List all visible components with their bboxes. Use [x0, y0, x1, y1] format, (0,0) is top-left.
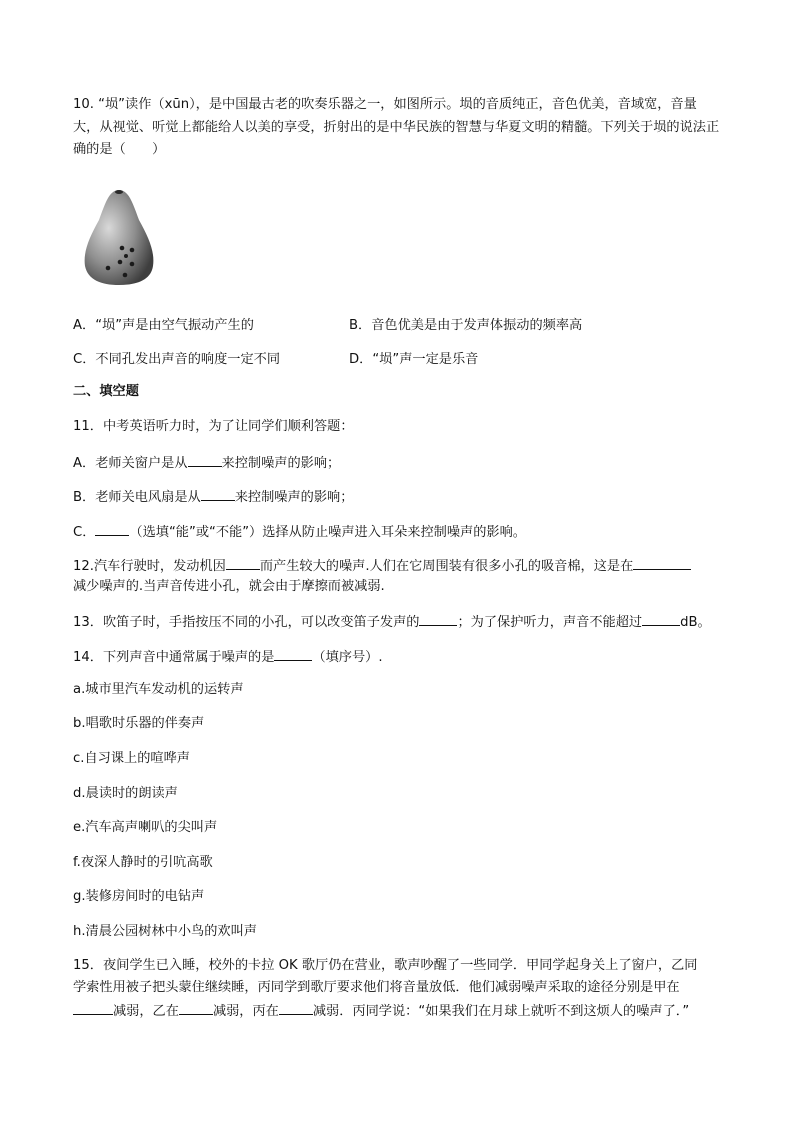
- list-item: d.晨读时的朗读声: [73, 786, 178, 801]
- question-13: [73, 611, 711, 633]
- answer-blank[interactable]: [188, 452, 222, 467]
- question-12-line-2: 减少噪声的.当声音传进小孔，就会由于摩擦而被减弱.: [73, 579, 385, 594]
- answer-blank[interactable]: [95, 521, 129, 536]
- list-item: h.清晨公园树林中小鸟的欢叫声: [73, 924, 257, 939]
- q15-part-c: 减弱．丙同学说：“如果我们在月球上就听不到这烦人的噪声了．”: [312, 1004, 690, 1019]
- section-heading: 二、填空题: [73, 384, 139, 399]
- q11-a-prefix: A．老师关窗户是从: [73, 456, 188, 471]
- answer-blank[interactable]: [274, 646, 312, 661]
- option-d: D．“埙”声一定是乐音: [349, 352, 479, 367]
- answer-blank[interactable]: [642, 611, 680, 626]
- xun-instrument-image: [79, 186, 157, 286]
- answer-blank[interactable]: [179, 1000, 213, 1015]
- answer-blank[interactable]: [226, 555, 260, 570]
- question-11-stem: 11．中考英语听力时，为了让同学们顺利答题：: [73, 419, 354, 434]
- q11-b-prefix: B．老师关电风扇是从: [73, 490, 201, 505]
- question-11-a: [73, 452, 340, 474]
- q12-prefix: 12.汽车行驶时，发动机因: [73, 559, 226, 574]
- question-10-stem: 10. “埙”读作（xūn），是中国最古老的吹奏乐器之一，如图所示。埙的音质纯正，音色优美，音域宽，音量大，从视觉、听觉上都能给人以美的享受，折射出的是中华民族的智慧与华夏文明的精髓。下列关于埙的说法正确的是（ ）: [73, 97, 720, 157]
- list-item: f.夜深人静时的引吭高歌: [73, 855, 213, 870]
- list-item: e.汽车高声喇叭的尖叫声: [73, 820, 218, 835]
- list-item: g.装修房间时的电钻声: [73, 889, 205, 904]
- q14-suffix: （填序号）.: [312, 650, 383, 665]
- option-a: A．“埙”声是由空气振动产生的: [73, 318, 254, 333]
- q13-prefix: 13．吹笛子时，手指按压不同的小孔，可以改变笛子发声的: [73, 615, 420, 630]
- list-item: b.唱歌时乐器的伴奏声: [73, 716, 205, 731]
- question-12-line-1: [73, 555, 691, 577]
- list-item: a.城市里汽车发动机的运转声: [73, 682, 244, 697]
- question-14-stem: [73, 646, 383, 668]
- q13-middle: ；为了保护听力，声音不能超过: [457, 615, 643, 630]
- option-c: C．不同孔发出声音的响度一定不同: [73, 352, 281, 367]
- list-item: c.自习课上的喧哗声: [73, 751, 190, 766]
- answer-blank[interactable]: [73, 1000, 113, 1015]
- option-b: B．音色优美是由于发声体振动的频率高: [349, 318, 583, 333]
- q13-suffix: dB。: [680, 615, 711, 630]
- q11-c-suffix: （选填“能”或“不能”）选择从防止噪声进入耳朵来控制噪声的影响。: [129, 525, 526, 540]
- question-15-line-2: 学索性用被子把头蒙住继续睡，丙同学到歌厅要求他们将音量放低．他们减弱噪声采取的途径分别是甲在: [73, 980, 680, 995]
- q12-middle: 而产生较大的噪声.人们在它周围装有很多小孔的吸音棉，这是在: [259, 559, 634, 574]
- answer-blank[interactable]: [279, 1000, 313, 1015]
- q14-prefix: 14．下列声音中通常属于噪声的是: [73, 650, 275, 665]
- question-11-c: [73, 521, 526, 543]
- answer-blank[interactable]: [419, 611, 457, 626]
- q11-c-prefix: C．: [73, 525, 96, 540]
- answer-blank[interactable]: [201, 486, 235, 501]
- q11-a-suffix: 来控制噪声的影响；: [221, 456, 341, 471]
- q15-part-a: 减弱，乙在: [113, 1004, 179, 1019]
- q11-b-suffix: 来控制噪声的影响；: [234, 490, 354, 505]
- question-15-line-1: 15．夜间学生已入睡，校外的卡拉 OK 歌厅仍在营业，歌声吵醒了一些同学．甲同学起身关上了窗户，乙同: [73, 958, 698, 973]
- answer-blank[interactable]: [633, 555, 691, 570]
- question-15-line-3: [73, 1000, 689, 1022]
- q15-part-b: 减弱，丙在: [212, 1004, 279, 1019]
- question-11-b: [73, 486, 353, 508]
